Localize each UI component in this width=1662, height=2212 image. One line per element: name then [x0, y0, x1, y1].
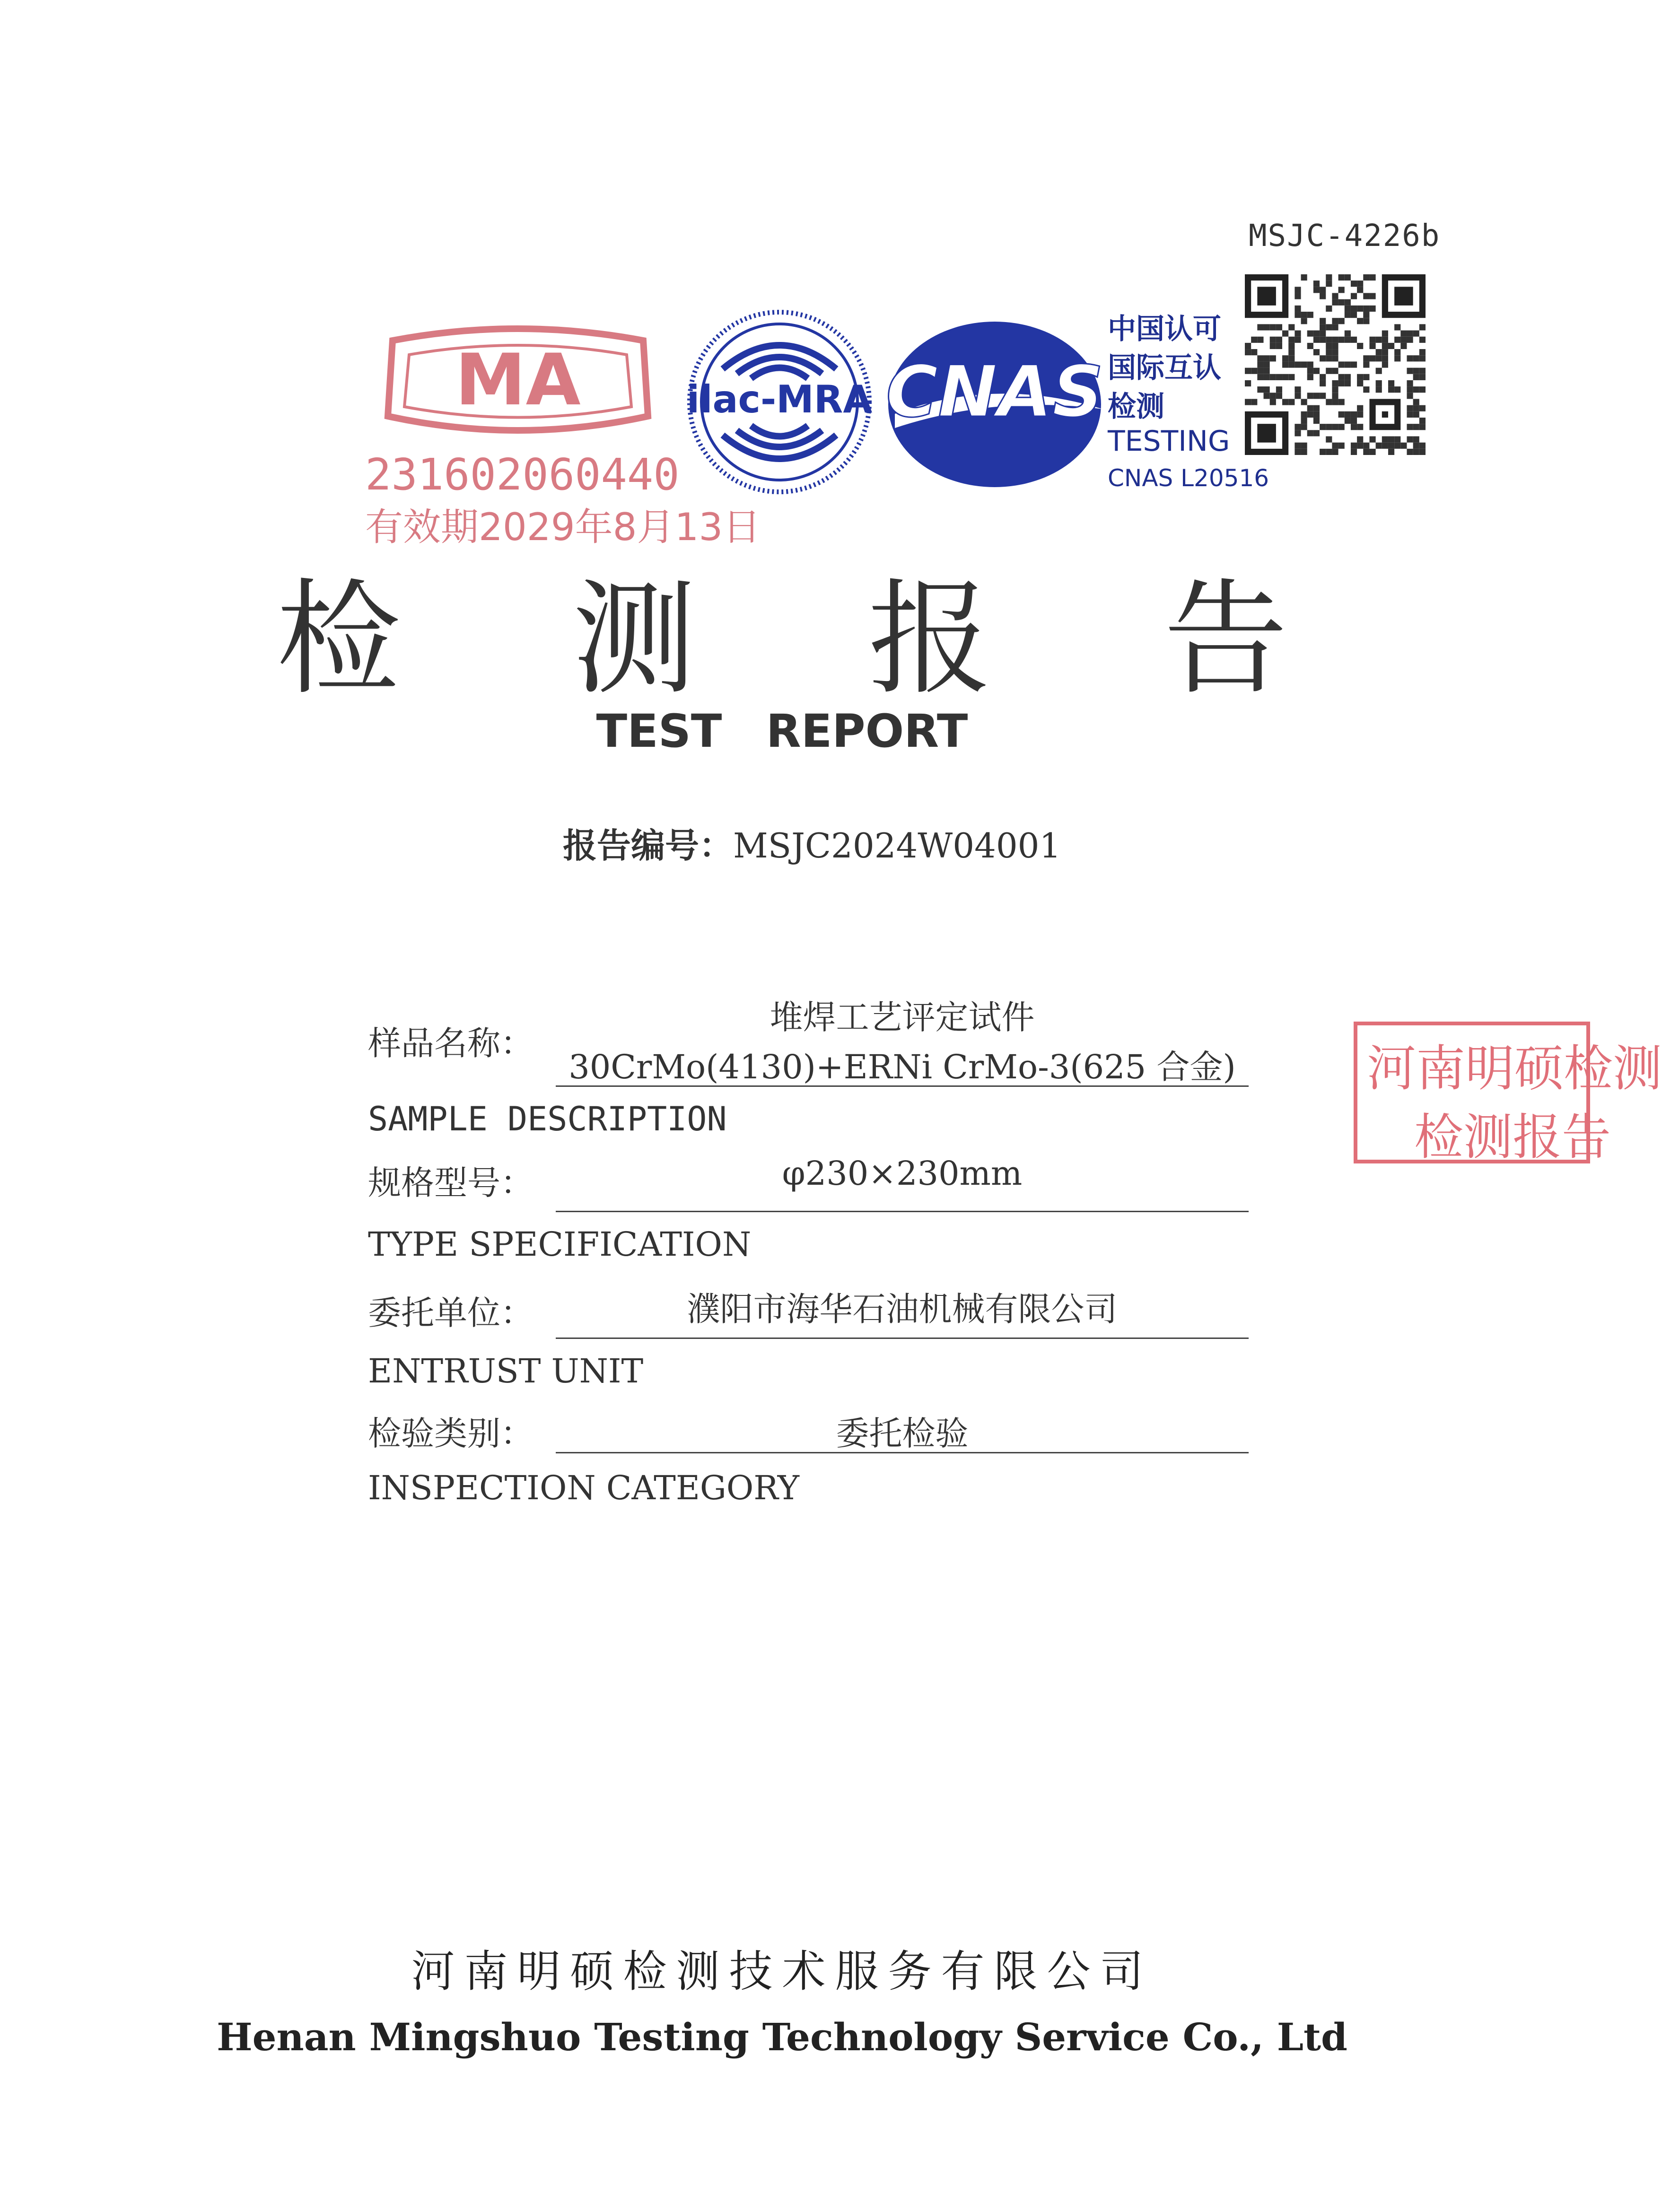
spec-underline: [556, 1211, 1249, 1212]
spec-value: φ230×230mm: [782, 1154, 1023, 1193]
entrust-unit-underline: [556, 1338, 1249, 1339]
sample-name-value-line-1: 堆焊工艺评定试件: [770, 998, 1035, 1037]
company-name-en: Henan Mingshuo Testing Technology Service Co., Ltd: [217, 2015, 1347, 2059]
ilac-logo-text: ilac-MRA: [686, 377, 873, 421]
inspection-category-underline: [556, 1452, 1249, 1453]
report-title-en: TEST REPORT: [596, 705, 968, 758]
inspection-category-value: 委托检验: [836, 1414, 969, 1453]
document-code: MSJC-4226b: [1249, 219, 1441, 254]
report-number-label: 报告编号：: [563, 826, 734, 866]
report-number-value: MSJC2024W04001: [733, 826, 1061, 866]
side-stamp-line-1: 河南明硕检测: [1367, 1040, 1662, 1097]
cnas-logo: [881, 315, 1109, 494]
ilac-mra-logo: [685, 303, 874, 501]
cnas-text-line-1: 中国认可: [1108, 313, 1221, 346]
sample-name-label: 样品名称：: [368, 1024, 534, 1063]
inspection-category-label: 检验类别：: [368, 1414, 534, 1453]
cnas-text-line-3: 检测: [1108, 390, 1164, 423]
cnas-text-line-2: 国际互认: [1108, 351, 1221, 385]
side-stamp-line-2: 检测报告: [1414, 1108, 1611, 1166]
report-title-zh: 检 测 报 告: [276, 567, 1354, 711]
cnas-accreditation-number: CNAS L20516: [1108, 464, 1269, 492]
cnas-text-line-4: TESTING: [1108, 425, 1230, 458]
entrust-unit-value: 濮阳市海华石油机械有限公司: [687, 1290, 1118, 1329]
entrust-unit-label-en: ENTRUST UNIT: [368, 1352, 644, 1390]
cnas-logo-text: CNAS: [886, 351, 1103, 433]
company-name-zh: 河南明硕检测技术服务有限公司: [411, 1946, 1153, 1997]
cma-number: 231602060440: [365, 449, 680, 500]
cma-logo-text: MA: [455, 339, 581, 421]
type-specification-label-en: TYPE SPECIFICATION: [368, 1225, 752, 1264]
sample-name-underline: [556, 1085, 1249, 1087]
inspection-category-label-en: INSPECTION CATEGORY: [368, 1469, 799, 1507]
spec-label: 规格型号：: [368, 1163, 534, 1202]
qr-code: [1245, 274, 1426, 455]
report-number: [563, 818, 1061, 867]
entrust-unit-label: 委托单位：: [368, 1294, 534, 1332]
cma-validity: 有效期2029年8月13日: [365, 505, 761, 549]
sample-name-value-line-2: 30CrMo(4130)+ERNi CrMo-3(625 合金): [569, 1048, 1236, 1086]
sample-description-label-en: SAMPLE DESCRIPTION: [368, 1100, 727, 1138]
